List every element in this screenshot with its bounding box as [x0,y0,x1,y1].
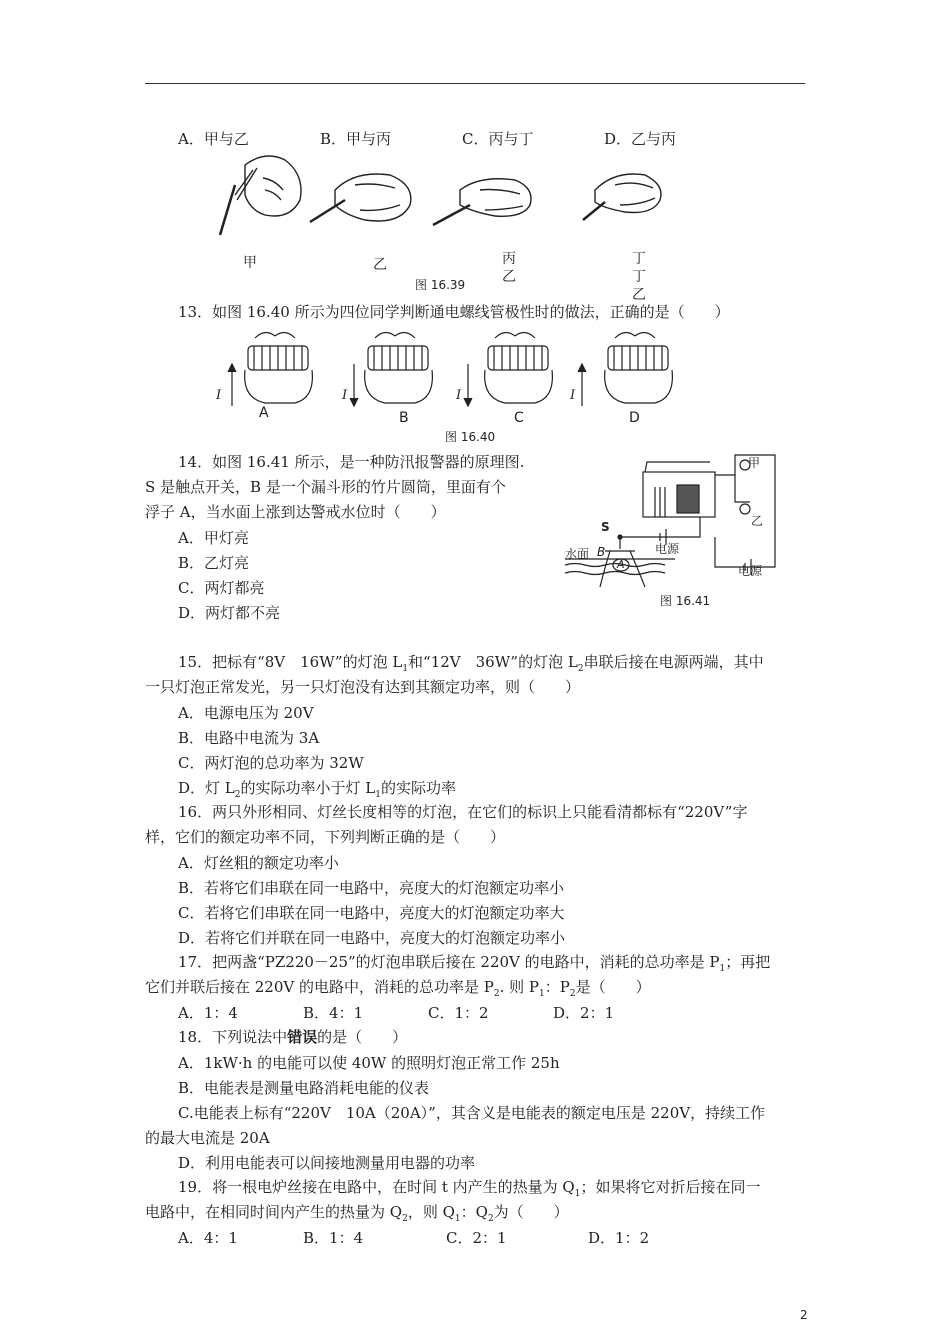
page-number: 2 [800,1308,808,1322]
q19-stem-line1: 19．将一根电炉丝接在电路中，在时间 t 内产生的热量为 $Q_1$；如果将它对折后接在同一 [178,1178,761,1199]
q18-option-a: A．1kW·h 的电能可以使 40W 的照明灯泡正常工作 25h [178,1054,560,1072]
fig1640-current-d: I [570,388,576,403]
fig1639-label-ding-2: 丁 [632,269,646,285]
fig1640-current-b: I [342,388,348,403]
q16-stem-line2: 样，它们的额定功率不同，下列判断正确的是（ ） [145,828,506,846]
q15-stem-line1: 15．把标有“8V 16W”的灯泡 $L_1$和“12V 36W”的灯泡 $L_2$串联后接在电源两端，其中 [178,653,764,674]
q16-stem-line1: 16．两只外形相同、灯丝长度相等的灯泡，在它们的标识上只能看清都标有“220V”字 [178,803,748,821]
q17-stem-line1: 17．把两盏“PZ220－25”的灯泡串联后接在 220V 的电路中，消耗的总功率是 $P_1$；再把 [178,953,771,974]
q18-stem: 18．下列说法中错误的是（ ） [178,1028,408,1046]
fig1640-label-c: C [514,410,524,426]
q16-option-c: C．若将它们串联在同一电路中，亮度大的灯泡额定功率大 [178,904,565,922]
q17-option-d: D．2：1 [553,1004,615,1022]
figure-16-40-illustration [220,328,690,413]
fig1639-label-yi-3: 乙 [632,287,646,303]
q15-option-b: B．电路中电流为 3A [178,729,320,747]
q17-option-a: A．1：4 [178,1004,238,1022]
fig1641-lamp-yi: 乙 [751,514,764,528]
fig1641-switch-s: S [601,520,610,534]
fig1639-label-ding: 丁 [632,251,646,267]
fig1639-label-bing: 丙 [502,251,516,267]
q14-option-b: B．乙灯亮 [178,554,250,572]
fig1641-power-2: 电源 [738,564,763,578]
header-rule [145,83,805,84]
fig1639-label-jia: 甲 [243,255,257,271]
fig1639-label-yi-2: 乙 [502,269,516,285]
fig1640-label-d: D [629,410,640,426]
q12-option-b: B．甲与丙 [320,130,392,148]
q18-option-c-line2: 的最大电流是 20A [145,1129,270,1147]
fig1640-current-a: I [216,388,222,403]
q19-option-a: A．4：1 [178,1229,238,1247]
q16-option-b: B．若将它们串联在同一电路中，亮度大的灯泡额定功率小 [178,879,565,897]
q16-option-a: A．灯丝粗的额定功率小 [178,854,339,872]
q14-stem-line3: 浮子 A，当水面上涨到达警戒水位时（ ） [145,503,446,521]
q17-stem-line2: 它们并联后接在 220V 的电路中，消耗的总功率是 $P_2$. 则 $P_1$：$P_2$是（ ） [145,978,651,999]
q14-stem-line2: S 是触点开关，B 是一个漏斗形的竹片圆筒，里面有个 [145,478,506,496]
q14-option-d: D．两灯都不亮 [178,604,281,622]
q13-stem: 13．如图 16.40 所示为四位同学判断通电螺线管极性时的做法，正确的是（ ） [178,303,730,321]
q18-option-c-line1: C.电能表上标有“220V 10A（20A）”，其含义是电能表的额定电压是 220V，持续工作 [178,1104,766,1122]
fig1640-current-c: I [456,388,462,403]
fig1641-funnel-b: B [597,545,606,559]
q18-option-b: B．电能表是测量电路消耗电能的仪表 [178,1079,430,1097]
q19-option-c: C．2：1 [446,1229,507,1247]
q12-option-d: D．乙与丙 [604,130,677,148]
q19-option-d: D．1：2 [588,1229,650,1247]
q15-option-c: C．两灯泡的总功率为 32W [178,754,364,772]
q15-option-a: A．电源电压为 20V [178,704,314,722]
fig1641-float-a: A [617,558,625,571]
q14-stem-line1: 14．如图 16.41 所示，是一种防汛报警器的原理图. [178,453,525,471]
q14-option-c: C．两灯都亮 [178,579,265,597]
q15-option-d: D．灯 $L_2$的实际功率小于灯 $L_1$的实际功率 [178,779,456,800]
fig1639-label-yi: 乙 [373,257,387,273]
fig1639-caption: 图 16.39 [415,278,466,292]
fig1640-label-b: B [399,410,409,426]
fig1641-power-1: 电源 [655,542,680,556]
q19-stem-line2: 电路中，在相同时间内产生的热量为 $Q_2$，则 $Q_1$：$Q_2$为（ ） [145,1203,569,1224]
q17-option-b: B．4：1 [303,1004,364,1022]
fig1641-water-label: 水面 [565,547,590,561]
q12-option-c: C．丙与丁 [462,130,534,148]
fig1640-caption: 图 16.40 [445,430,496,444]
fig1640-label-a: A [259,405,269,421]
q19-option-b: B．1：4 [303,1229,364,1247]
fig1641-caption: 图 16.41 [660,594,711,608]
q18-option-d: D．利用电能表可以间接地测量用电器的功率 [178,1154,476,1172]
figure-16-39-illustration [205,150,675,250]
fig1641-lamp-jia: 甲 [748,456,761,470]
q14-option-a: A．甲灯亮 [178,529,249,547]
q15-stem-line2: 一只灯泡正常发光，另一只灯泡没有达到其额定功率，则（ ） [145,678,581,696]
q16-option-d: D．若将它们并联在同一电路中，亮度大的灯泡额定功率小 [178,929,566,947]
q17-option-c: C．1：2 [428,1004,489,1022]
q12-option-a: A．甲与乙 [178,130,249,148]
